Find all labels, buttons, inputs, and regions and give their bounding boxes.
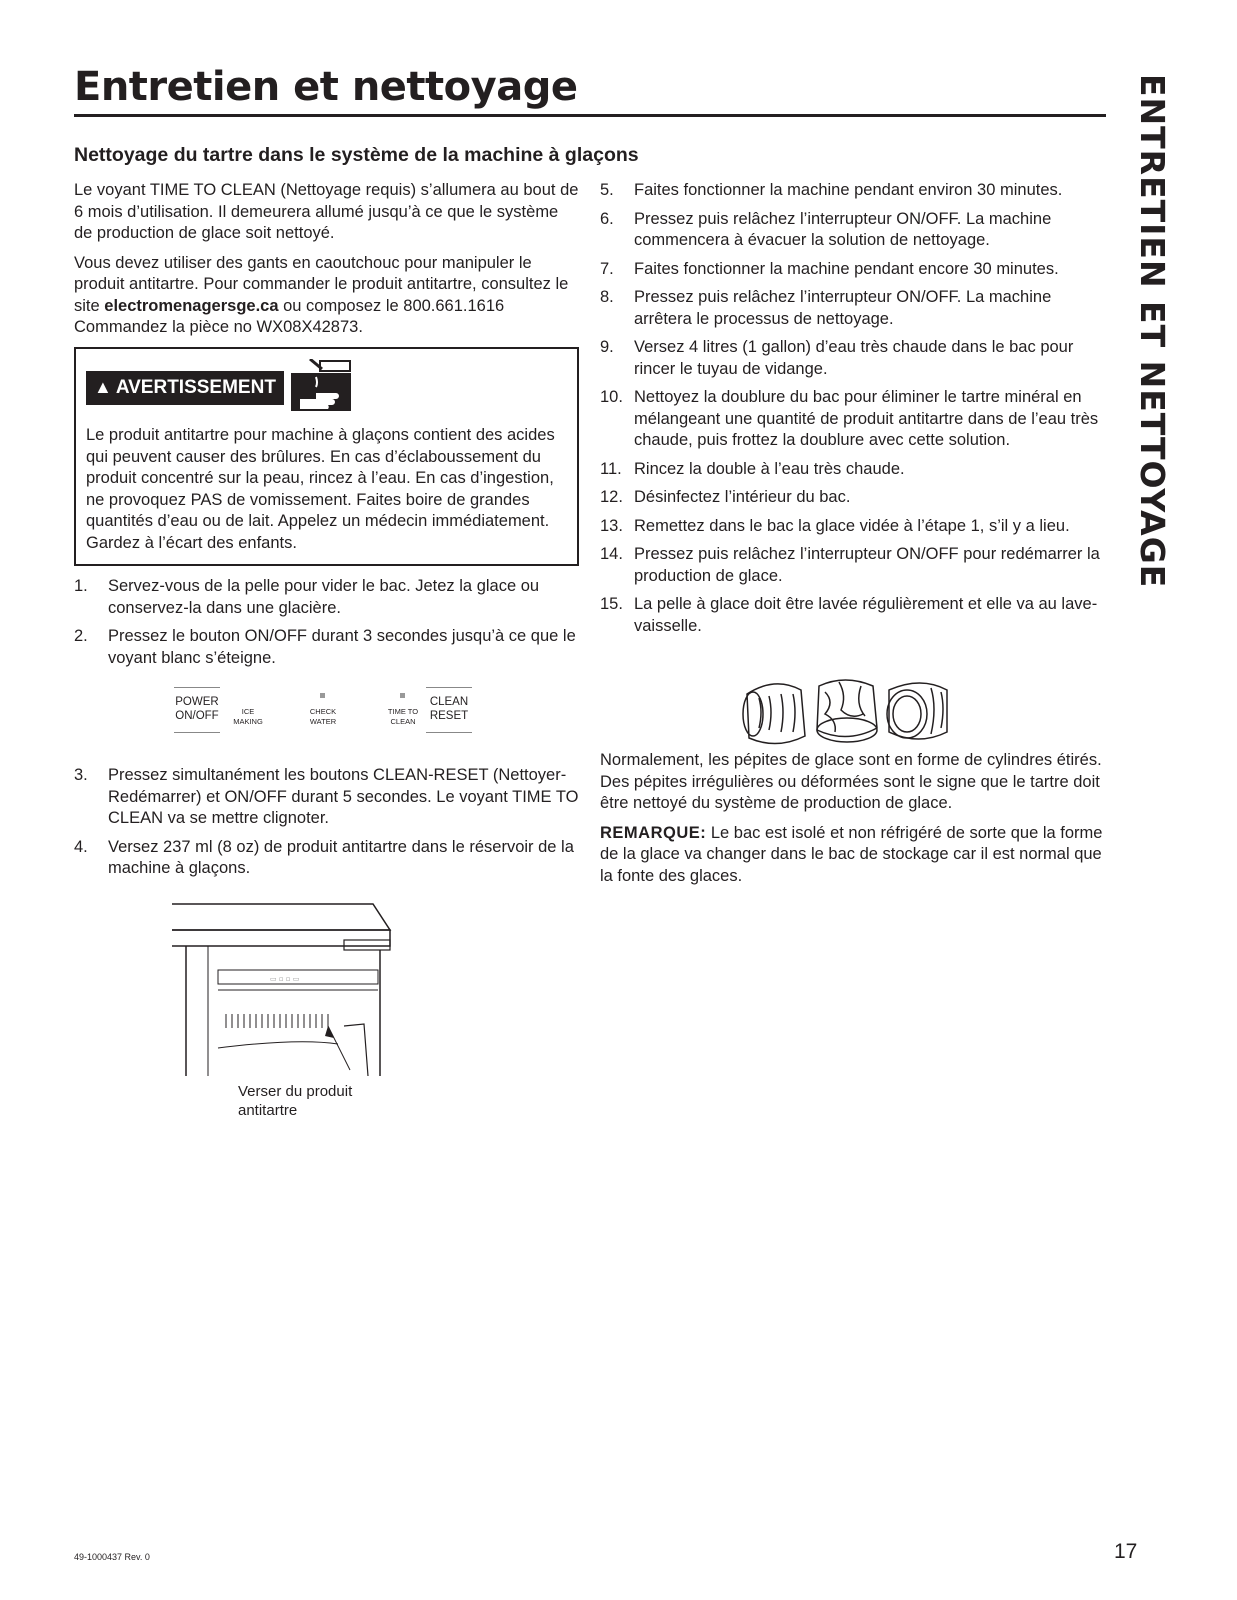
step-text: Désinfectez l’intérieur du bac. — [634, 488, 851, 506]
check-water-led — [320, 693, 325, 698]
list-item — [600, 387, 1105, 452]
list-item — [600, 337, 1105, 380]
step-number: 15. — [600, 595, 623, 613]
section-subtitle: Nettoyage du tartre dans le système de la machine à glaçons — [74, 144, 639, 166]
step-text: Faites fonctionner la machine pendant encore 30 minutes. — [634, 259, 1059, 278]
list-item — [600, 459, 1105, 481]
step-number: 8. — [600, 288, 614, 306]
clean-reset-button-label: CLEAN RESET — [429, 696, 469, 722]
steps-list-left-b — [74, 765, 579, 880]
step-text: Faites fonctionner la machine pendant environ 30 minutes. — [634, 181, 1063, 199]
ice-nuggets-illustration — [735, 672, 957, 757]
list-item — [600, 487, 1105, 509]
page-title: Entretien et nettoyage — [74, 64, 578, 110]
step-number: 12. — [600, 488, 623, 506]
step-number: 1. — [74, 577, 88, 595]
closing-paragraph: Normalement, les pépites de glace sont en forme de cylindres étirés. Des pépites irrégulières ou déformées sont le signe que le tartre doit être nettoyé du système de production de glace. — [600, 751, 1102, 812]
list-item — [600, 180, 1105, 202]
svg-text:▭ ▫ ▫ ▭: ▭ ▫ ▫ ▭ — [270, 975, 300, 983]
warning-box — [74, 347, 579, 567]
list-item — [600, 516, 1105, 538]
intro-paragraph-2 — [74, 253, 579, 339]
panel-rule — [426, 732, 472, 733]
step-number: 3. — [74, 766, 88, 784]
step-number: 6. — [600, 209, 614, 228]
panel-rule — [174, 687, 220, 688]
warning-label-text: AVERTISSEMENT — [115, 377, 276, 398]
power-button-label: POWER ON/OFF — [175, 696, 219, 722]
list-item — [74, 576, 579, 619]
note-label: REMARQUE: — [600, 823, 707, 842]
right-column — [600, 180, 1105, 895]
list-item — [600, 209, 1105, 252]
panel-rule — [174, 732, 220, 733]
step-text: Rincez la double à l’eau très chaude. — [634, 459, 905, 478]
step-text: Versez 4 litres (1 gallon) d’eau très chaude dans le bac pour rincer le tuyau de vidange. — [634, 338, 1074, 378]
website-link[interactable]: electromenagersge.ca — [104, 296, 279, 315]
warning-label — [86, 371, 284, 405]
list-item — [600, 287, 1105, 330]
steps-list-left-a — [74, 576, 579, 669]
intro-p2-end: ou composez le 800.661.1616 Commandez la pièce no WX08X42873. — [74, 296, 505, 336]
step-number: 11. — [600, 459, 622, 478]
intro-p2-start: Vous devez utiliser des gants en caoutchouc pour manipuler le produit antitartre. Pour commander le produit antitartre, consultez le site — [74, 253, 569, 315]
step-number: 4. — [74, 837, 88, 856]
side-section-tab: ENTRETIEN ET NETTOYAGE — [1133, 74, 1172, 589]
ice-making-label: ICE MAKING — [233, 707, 263, 726]
list-item — [600, 544, 1105, 587]
list-item — [74, 626, 579, 669]
step-text: La pelle à glace doit être lavée régulièrement et elle va au lave-vaisselle. — [634, 595, 1098, 635]
step-number: 5. — [600, 181, 614, 199]
step-number: 2. — [74, 627, 88, 645]
step-number: 9. — [600, 338, 614, 356]
list-item — [74, 837, 579, 880]
list-item — [600, 594, 1105, 637]
step-text: Pressez puis relâchez l’interrupteur ON/OFF. La machine arrêtera le processus de nettoyage. — [634, 288, 1052, 328]
warning-header — [86, 359, 567, 418]
list-item — [74, 765, 579, 830]
note-text: Le bac est isolé et non réfrigéré de sorte que la forme de la glace va changer dans le bac de stockage car il est normal que la fonte des glaces. — [600, 823, 1103, 885]
step-text: Remettez dans le bac la glace vidée à l’étape 1, s’il y a lieu. — [634, 516, 1070, 535]
control-panel-diagram — [174, 685, 484, 745]
page-number: 17 — [1114, 1540, 1138, 1563]
step-text: Pressez simultanément les boutons CLEAN-RESET (Nettoyer-Redémarrer) et ON/OFF durant 5 secondes. Le voyant TIME TO CLEAN va se mettre clignoter. — [108, 766, 579, 827]
steps-list-right — [600, 180, 1105, 637]
step-number: 10. — [600, 388, 623, 406]
step-number: 13. — [600, 516, 623, 535]
step-text: Versez 237 ml (8 oz) de produit antitartre dans le réservoir de la machine à glaçons. — [108, 837, 574, 877]
warning-text: Le produit antitartre pour machine à glaçons contient des acides qui peuvent causer des brûlures. En cas d’éclaboussement du produit concentré sur la peau, rincez à l’eau. En cas d’ingestion, ne provoquez PAS de vomissement. Faites boire de grandes quantités d’eau ou de lait. Appelez un médecin immédiatement. Gardez à l’écart des enfants. — [86, 426, 555, 552]
document-code: 49-1000437 Rev. 0 — [74, 1552, 150, 1562]
check-water-label: CHECK WATER — [309, 707, 337, 726]
step-text: Servez-vous de la pelle pour vider le bac. Jetez la glace ou conservez-la dans une glacière. — [108, 577, 540, 617]
figure-caption: Verser du produit antitartre — [238, 1083, 353, 1119]
note-paragraph — [600, 823, 1105, 888]
step-text: Nettoyez la doublure du bac pour éliminer le tartre minéral en mélangeant une quantité de produit antitartre dans de l’eau très chaude, puis frottez la doublure avec cette solution. — [634, 388, 1099, 449]
time-to-clean-led — [400, 693, 405, 698]
time-to-clean-label: TIME TO CLEAN — [387, 707, 419, 726]
acid-hand-icon — [290, 359, 352, 418]
panel-rule — [426, 687, 472, 688]
title-rule — [74, 114, 1106, 117]
ice-machine-illustration — [168, 898, 398, 1083]
step-text: Pressez le bouton ON/OFF durant 3 secondes jusqu’à ce que le voyant blanc s’éteigne. — [108, 627, 576, 667]
intro-paragraph-1: Le voyant TIME TO CLEAN (Nettoyage requis) s’allumera au bout de 6 mois d’utilisation. Il demeurera allumé jusqu’à ce que le système de production de glace soit nettoyé. — [74, 181, 579, 242]
warning-triangle-icon: ▲ — [94, 377, 112, 397]
list-item — [600, 259, 1105, 281]
step-text: Pressez puis relâchez l’interrupteur ON/OFF. La machine commencera à évacuer la solution de nettoyage. — [634, 209, 1052, 249]
step-number: 7. — [600, 259, 614, 278]
left-column — [74, 180, 579, 887]
step-text: Pressez puis relâchez l’interrupteur ON/OFF pour redémarrer la production de glace. — [634, 545, 1100, 585]
step-number: 14. — [600, 545, 623, 563]
